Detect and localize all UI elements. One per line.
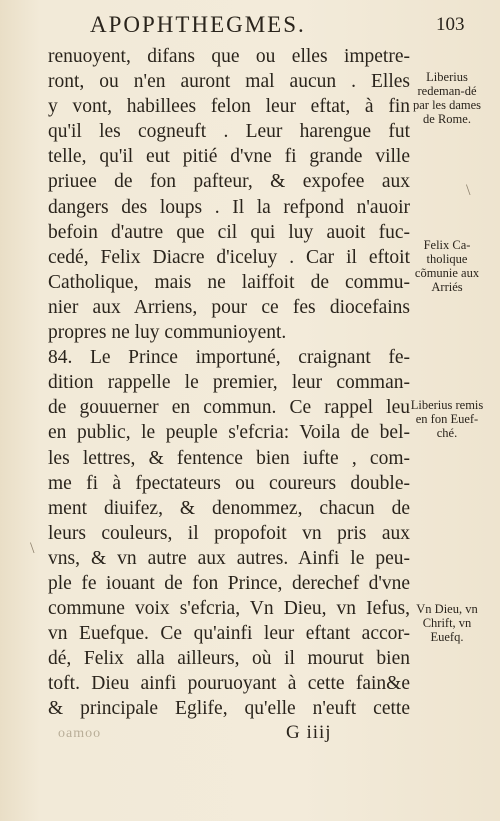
margin-mark: \ [30,540,35,557]
text-line: les lettres, & fentence bien iufte , com- [48,447,410,469]
text-line: toft. Dieu ainfi pouruoyant à cette fain&e [48,673,410,695]
text-line: vn Euefque. Ce qu'ainfi leur eftant accor- [48,623,410,645]
margin-note-vn-dieu: Vn Dieu, vn Chrift, vn Euefq. [416,602,478,644]
text-line: vns, & vn autre aux autres. Ainfi le peu- [48,547,410,569]
text-line: qu'il les cogneuft . Leur harengue fut [48,121,410,143]
text-line: cedé, Felix Diacre d'iceluy . Car il eftoit [48,246,410,268]
text-line: nier aux Arriens, pour ce fes diocefains [48,296,410,318]
text-line: me fi à fpectateurs ou coureurs double- [48,472,410,494]
bleed-through: oamoo [58,726,102,741]
body-text [48,44,410,722]
text-line: ple fe iouant de fon Prince, derechef d'vne [48,572,410,594]
text-line: commune voix s'efcria, Vn Dieu, vn Iefus, [48,598,410,620]
text-line: & principale Eglife, qu'elle n'euft cette [48,698,410,720]
text-line: dition rappelle le premier, leur comman- [48,372,410,394]
text-line: dé, Felix alla ailleurs, où il mourut bien [48,648,410,670]
page-number: 103 [436,14,465,35]
text-line: en public, le peuple s'efcria: Voila de bel- [48,422,410,444]
text-line: ment diuifez, & denommez, chacun de [48,497,410,519]
margin-note-liberius-redemande: Liberius redeman-dé par les dames de Rome. [412,70,482,126]
text-line: leurs couleurs, il propofoit vn pris aux [48,522,410,544]
text-line: telle, qu'il eut pitié d'vne fi grande ville [48,146,410,168]
margin-note-liberius-remis: Liberius remis en fon Euef-ché. [410,398,484,440]
text-line: priuee de fon pafteur, & expofee aux [48,171,410,193]
text-line: 84. Le Prince importuné, craignant fe- [48,347,410,369]
text-line: dangers des loups . Il la refpond n'auoir [48,196,410,218]
text-line: de gouuerner en commun. Ce rappel leu [48,397,410,419]
running-head: APOPHTHEGMES. [90,12,306,37]
text-line: Catholique, mais ne laiffoit de commu- [48,271,410,293]
text-line: renuoyent, difans que ou elles impetre- [48,46,410,67]
text-line: befoin d'autre que cil qui luy auoit fuc- [48,221,410,243]
signature-mark: G iiij [286,722,332,743]
text-line: ront, ou n'en auront mal aucun . Elles [48,71,410,93]
text-line: propres ne luy communioyent. [48,322,287,344]
text-line: y vont, habillees felon leur eftat, à fin [48,96,410,118]
margin-mark: \ [466,182,471,199]
margin-note-felix-catholique: Felix Ca-tholique cõmunie aux Arriés [414,238,480,294]
